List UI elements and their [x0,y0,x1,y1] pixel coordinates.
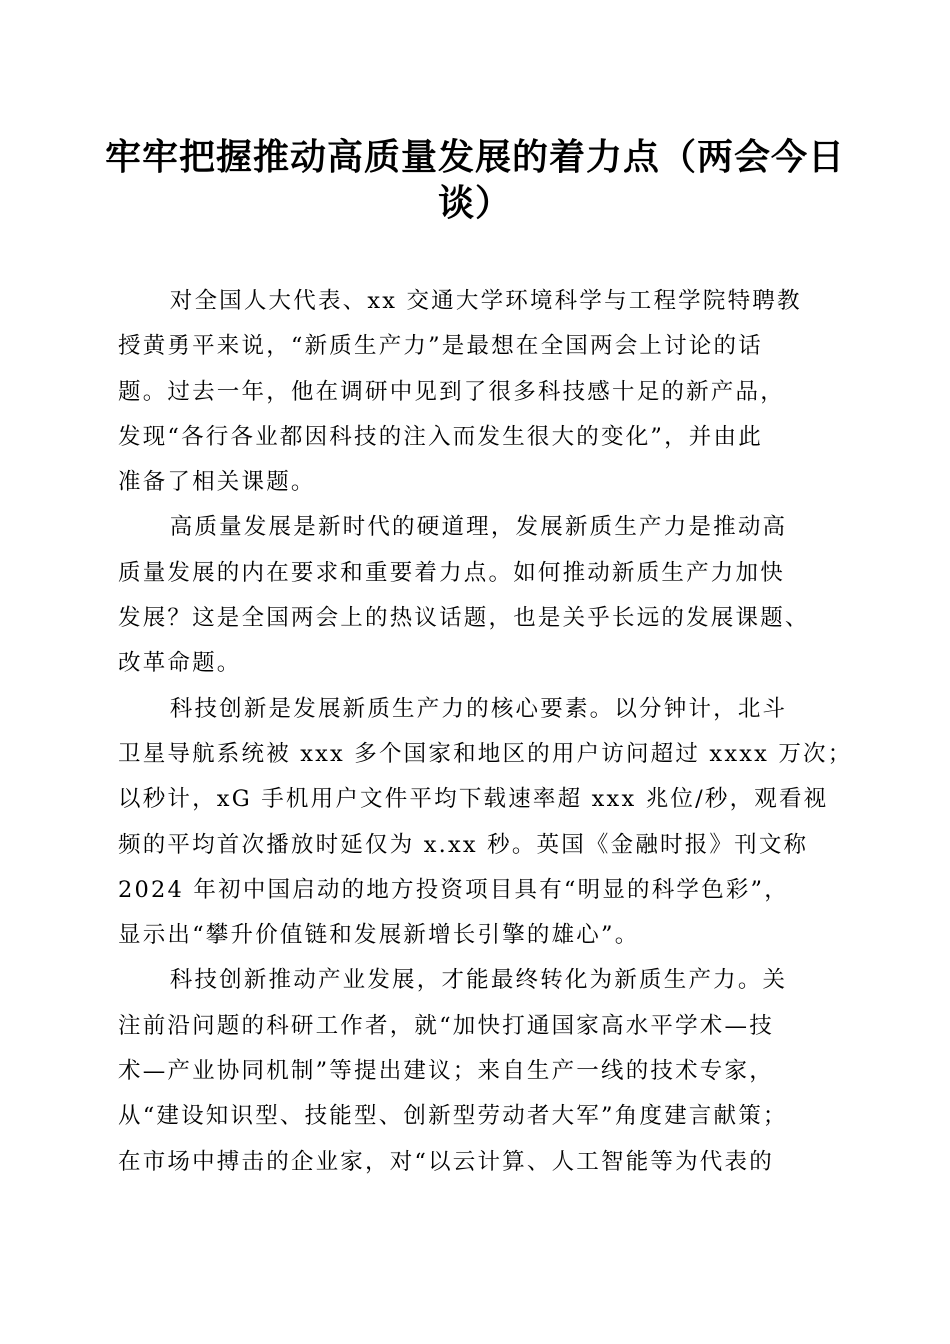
title-line: 谈） [437,182,512,224]
paragraph-4 [118,958,834,1184]
text-line: 术—产业协同机制”等提出建议；来自生产一线的技术专家， [118,1058,774,1085]
text-line: 卫星导航系统被 xxx 多个国家和地区的用户访问超过 xxxx 万次； [118,740,853,767]
text-line: 科技创新是发展新质生产力的核心要素。以分钟计，北斗 [169,695,788,722]
text-line: 准备了相关课题。 [118,469,316,496]
text-line: 对全国人大代表、xx 交通大学环境科学与工程学院特聘教 [169,288,802,314]
text-line: 改革命题。 [118,650,242,677]
text-line: 以秒计，xG 手机用户文件平均下载速率超 xxx 兆位/秒，观看视 [118,786,829,813]
paragraph-2 [118,505,834,686]
text-line: 注前沿问题的科研工作者，就“加快打通国家高水平学术—技 [118,1012,774,1039]
text-line: 显示出“攀升价值链和发展新增长引擎的雄心”。 [118,922,640,949]
text-line: 发展？这是全国两会上的热议话题，也是关乎长远的发展课题、 [118,605,810,632]
text-line: 频的平均首次播放时延仅为 x.xx 秒。英国《金融时报》刊文称 [118,831,809,858]
text-line: 题。过去一年，他在调研中见到了很多科技感十足的新产品， [118,378,785,405]
title-line: 牢牢把握推动高质量发展的着力点（两会今日 [104,136,845,178]
document-body [118,279,853,1185]
text-line: 高质量发展是新时代的硬道理，发展新质生产力是推动高 [169,514,788,541]
text-line: 2024 年初中国启动的地方投资项目具有“明显的科学色彩”， [118,876,789,903]
text-line: 质量发展的内在要求和重要着力点。如何推动新质生产力加快 [118,559,785,586]
text-line: 科技创新推动产业发展，才能最终转化为新质生产力。关 [169,967,788,994]
text-line: 在市场中搏击的企业家，对“以云计算、人工智能等为代表的 [118,1148,774,1175]
text-line: 从“建设知识型、技能型、创新型劳动者大军”角度建言献策； [118,1103,788,1130]
text-line: 授黄勇平来说，“新质生产力”是最想在全国两会上讨论的话 [118,333,763,360]
document-title [100,134,850,226]
paragraph-1 [118,279,834,505]
paragraph-3 [118,687,853,959]
text-line: 发现“各行各业都因科技的注入而发生很大的变化”，并由此 [118,423,763,450]
